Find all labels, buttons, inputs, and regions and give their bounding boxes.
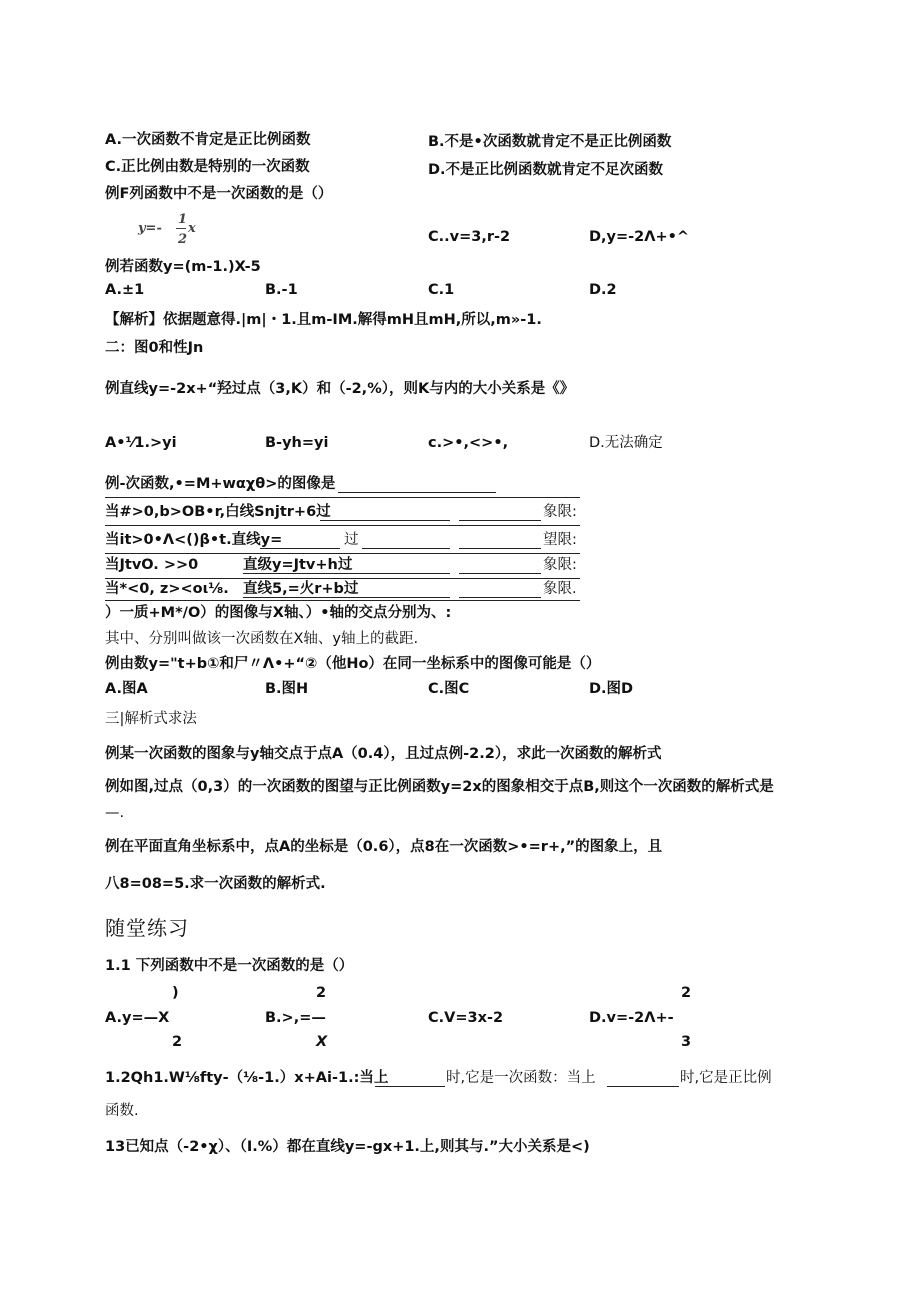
q2-option-a-formula	[138, 210, 198, 250]
section-3-title: 三|解析式求法	[105, 711, 197, 727]
q5-row-2-mid: 过	[344, 532, 359, 548]
p2-line-2: 函数.	[105, 1103, 139, 1119]
q5-row-1-left: 当#>0,b>OB•r,白线Snjtr+6过	[105, 504, 331, 520]
q5-row-4-left: 当*<0, z><oι⅛.	[105, 581, 229, 597]
p1-d-numerator: 2	[681, 985, 692, 1001]
intercept-line: ）一质+M*/O）的图像与X轴、）•轴的交点分别为、:	[105, 605, 452, 621]
q5-row-1-blank-b	[459, 520, 541, 521]
p1-option-b: B.>,=—	[265, 1010, 326, 1026]
q5-row-1-blank-a	[320, 520, 450, 521]
formula-lhs: y=-	[138, 221, 162, 236]
q8-line-2: —.	[105, 805, 125, 821]
q5-row-4-right: 象限.	[543, 581, 577, 597]
table-rule	[105, 578, 580, 579]
q5-row-3-blank-b	[459, 573, 541, 574]
q6-stem: 例由数y="t+b①和尸〃Λ•+“②（他Ho）在同一坐标系中的图像可能是（）	[105, 656, 601, 672]
q8-line-1: 例如图,过点（0,3）的一次函数的图望与正比例函数y=2x的图象相交于点B,则这个一次函数的解析式是	[105, 779, 774, 795]
p1-a-subscript: 2	[172, 1034, 183, 1050]
q1-option-b: B.不是•次函数就肯定不是正比例函数	[428, 134, 672, 150]
q6-option-b: B.图H	[265, 681, 309, 697]
q5-row-2-blank-a	[260, 548, 340, 549]
p1-option-a: A.y=—X	[105, 1010, 170, 1026]
q5-stem: 例-次函数,•=M+wαχθ>的图像是	[105, 476, 336, 492]
table-rule	[105, 600, 580, 601]
q1-option-a: A.一次函数不肯定是正比例函数	[105, 132, 311, 148]
section-2-title: 二：图0和性Jn	[105, 340, 204, 356]
q4-stem: 例直线y=-2x+“羟过点（3,K）和（-2,%），则K与内的大小关系是《》	[105, 381, 575, 397]
q3-option-c: C.1	[428, 282, 455, 298]
formula-numerator: 1	[178, 212, 188, 227]
q5-row-1-right: 象限:	[543, 504, 577, 520]
q3-analysis: 【解析】依据题意得.|m|・1.且m-IM.解得mH且mH,所以,m»-1.	[105, 312, 542, 328]
q5-row-4-blank-a	[243, 597, 450, 598]
q5-answer-blank	[338, 492, 496, 493]
p2-line-1c: 时,它是正比例	[680, 1070, 772, 1086]
formula-denominator: 2	[178, 232, 188, 247]
q7-stem: 例某一次函数的图象与y轴交点于点A（0.4），且过点例-2.2），求此一次函数的解析式	[105, 746, 662, 762]
table-rule	[105, 525, 580, 526]
p3-stem: 13已知点（-2•χ）、（I.%）都在直线y=-gx+1.上,则其与.”大小关系是<)	[105, 1139, 590, 1155]
q9-line-1: 例在平面直角坐标系中，点A的坐标是（0.6），点8在一次函数>•=r+,”的图象上，且	[105, 839, 663, 855]
q6-option-a: A.图A	[105, 681, 148, 697]
p1-b-numerator: 2	[316, 985, 327, 1001]
q5-row-2-left: 当it>0•Λ<()β•t.直线y=	[105, 532, 283, 548]
table-rule	[105, 553, 580, 554]
q1-option-c: C.正比例由数是特别的一次函数	[105, 159, 310, 175]
q1-option-d: D.不是正比例函数就肯定不足次函数	[428, 162, 664, 178]
q5-row-3-mid: 直级y=Jtv+h过	[243, 557, 353, 573]
p1-b-denominator: X	[316, 1034, 328, 1050]
q4-option-b: B-yh=yi	[265, 435, 329, 451]
p1-option-d: D.v=-2Λ+-	[589, 1010, 674, 1026]
q3-option-d: D.2	[589, 282, 617, 298]
intercept-description: 其中、分别叫做该一次函数在X轴、y轴上的截距.	[105, 631, 419, 647]
p2-line-1a: 1.2Qh1.W⅛fty-（⅛-1.）x+Ai-1.:当上	[105, 1070, 389, 1086]
q5-row-3-left: 当JtvO. >>0	[105, 557, 199, 573]
q3-option-a: A.±1	[105, 282, 145, 298]
p2-line-1b: 时,它是一次函数：当上	[446, 1070, 596, 1086]
p2-blank-2	[607, 1086, 679, 1087]
table-rule	[105, 497, 580, 498]
q2-option-d: D,y=-2Λ+•^	[589, 229, 690, 245]
practice-title: 随堂练习	[105, 916, 189, 940]
q5-row-2-blank-b	[362, 548, 450, 549]
q5-row-4-blank-b	[459, 597, 541, 598]
q5-row-3-blank-a	[243, 573, 450, 574]
p2-blank-1	[375, 1086, 445, 1087]
q2-option-c: C..v=3,r-2	[428, 229, 511, 245]
q5-row-4-mid: 直线5,=火r+b过	[243, 581, 359, 597]
q5-row-2-right: 望限:	[543, 532, 577, 548]
q6-option-d: D.图D	[589, 681, 634, 697]
p1-d-denominator: 3	[681, 1034, 692, 1050]
q4-option-c: c.>•,<>•,	[428, 435, 509, 451]
q4-option-a: A•⅟1.>yi	[105, 435, 177, 451]
fraction-bar	[176, 228, 186, 229]
p1-a-superscript: )	[172, 985, 179, 1001]
q3-option-b: B.-1	[265, 282, 298, 298]
q3-stem: 例若函数y=(m-1.)X-5	[105, 259, 261, 275]
q4-option-d: D.无法确定	[589, 435, 663, 451]
formula-variable: x	[188, 221, 196, 236]
q5-row-3-right: 象限:	[543, 557, 577, 573]
p1-option-c: C.V=3x-2	[428, 1010, 504, 1026]
q5-row-2-blank-c	[459, 548, 541, 549]
p1-stem: 1.1 下列函数中不是一次函数的是（）	[105, 958, 354, 974]
q2-stem: 例F列函数中不是一次函数的是（）	[105, 186, 333, 202]
q6-option-c: C.图C	[428, 681, 470, 697]
q9-line-2: 八8=08=5.求一次函数的解析式.	[105, 876, 326, 892]
